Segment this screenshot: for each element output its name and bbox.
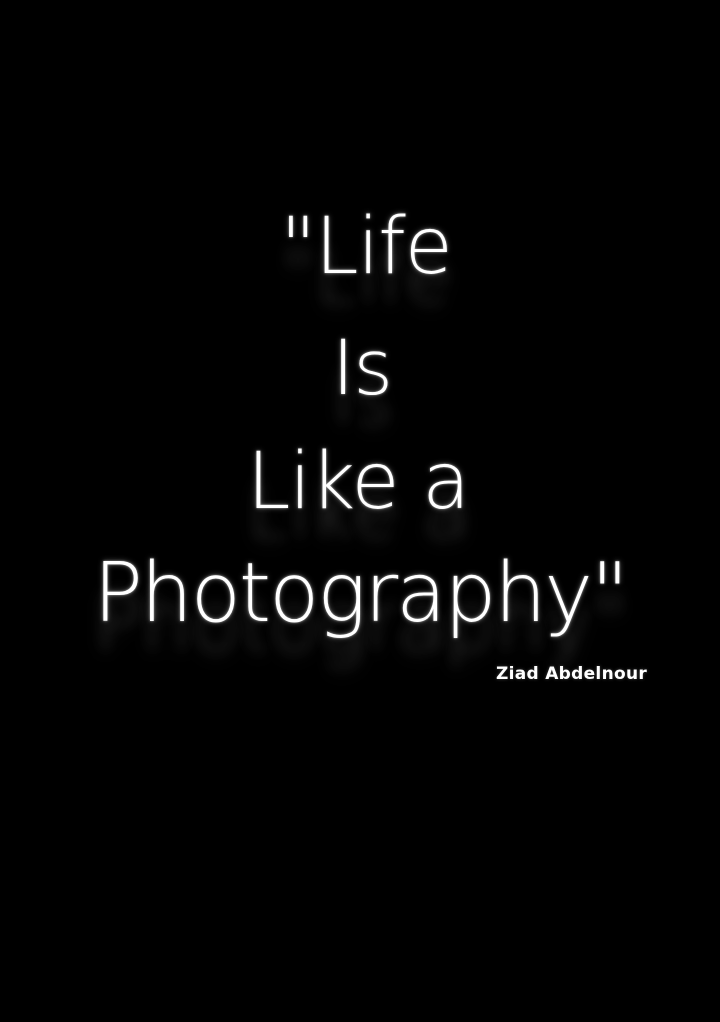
quote-line-2: Is	[331, 323, 392, 412]
quote-line-1: "Life	[280, 202, 452, 292]
quote-line-4: Photography"	[93, 546, 627, 641]
quote-line-3: Like a	[246, 437, 470, 527]
quote-author: Ziad Abdelnour	[496, 664, 648, 684]
